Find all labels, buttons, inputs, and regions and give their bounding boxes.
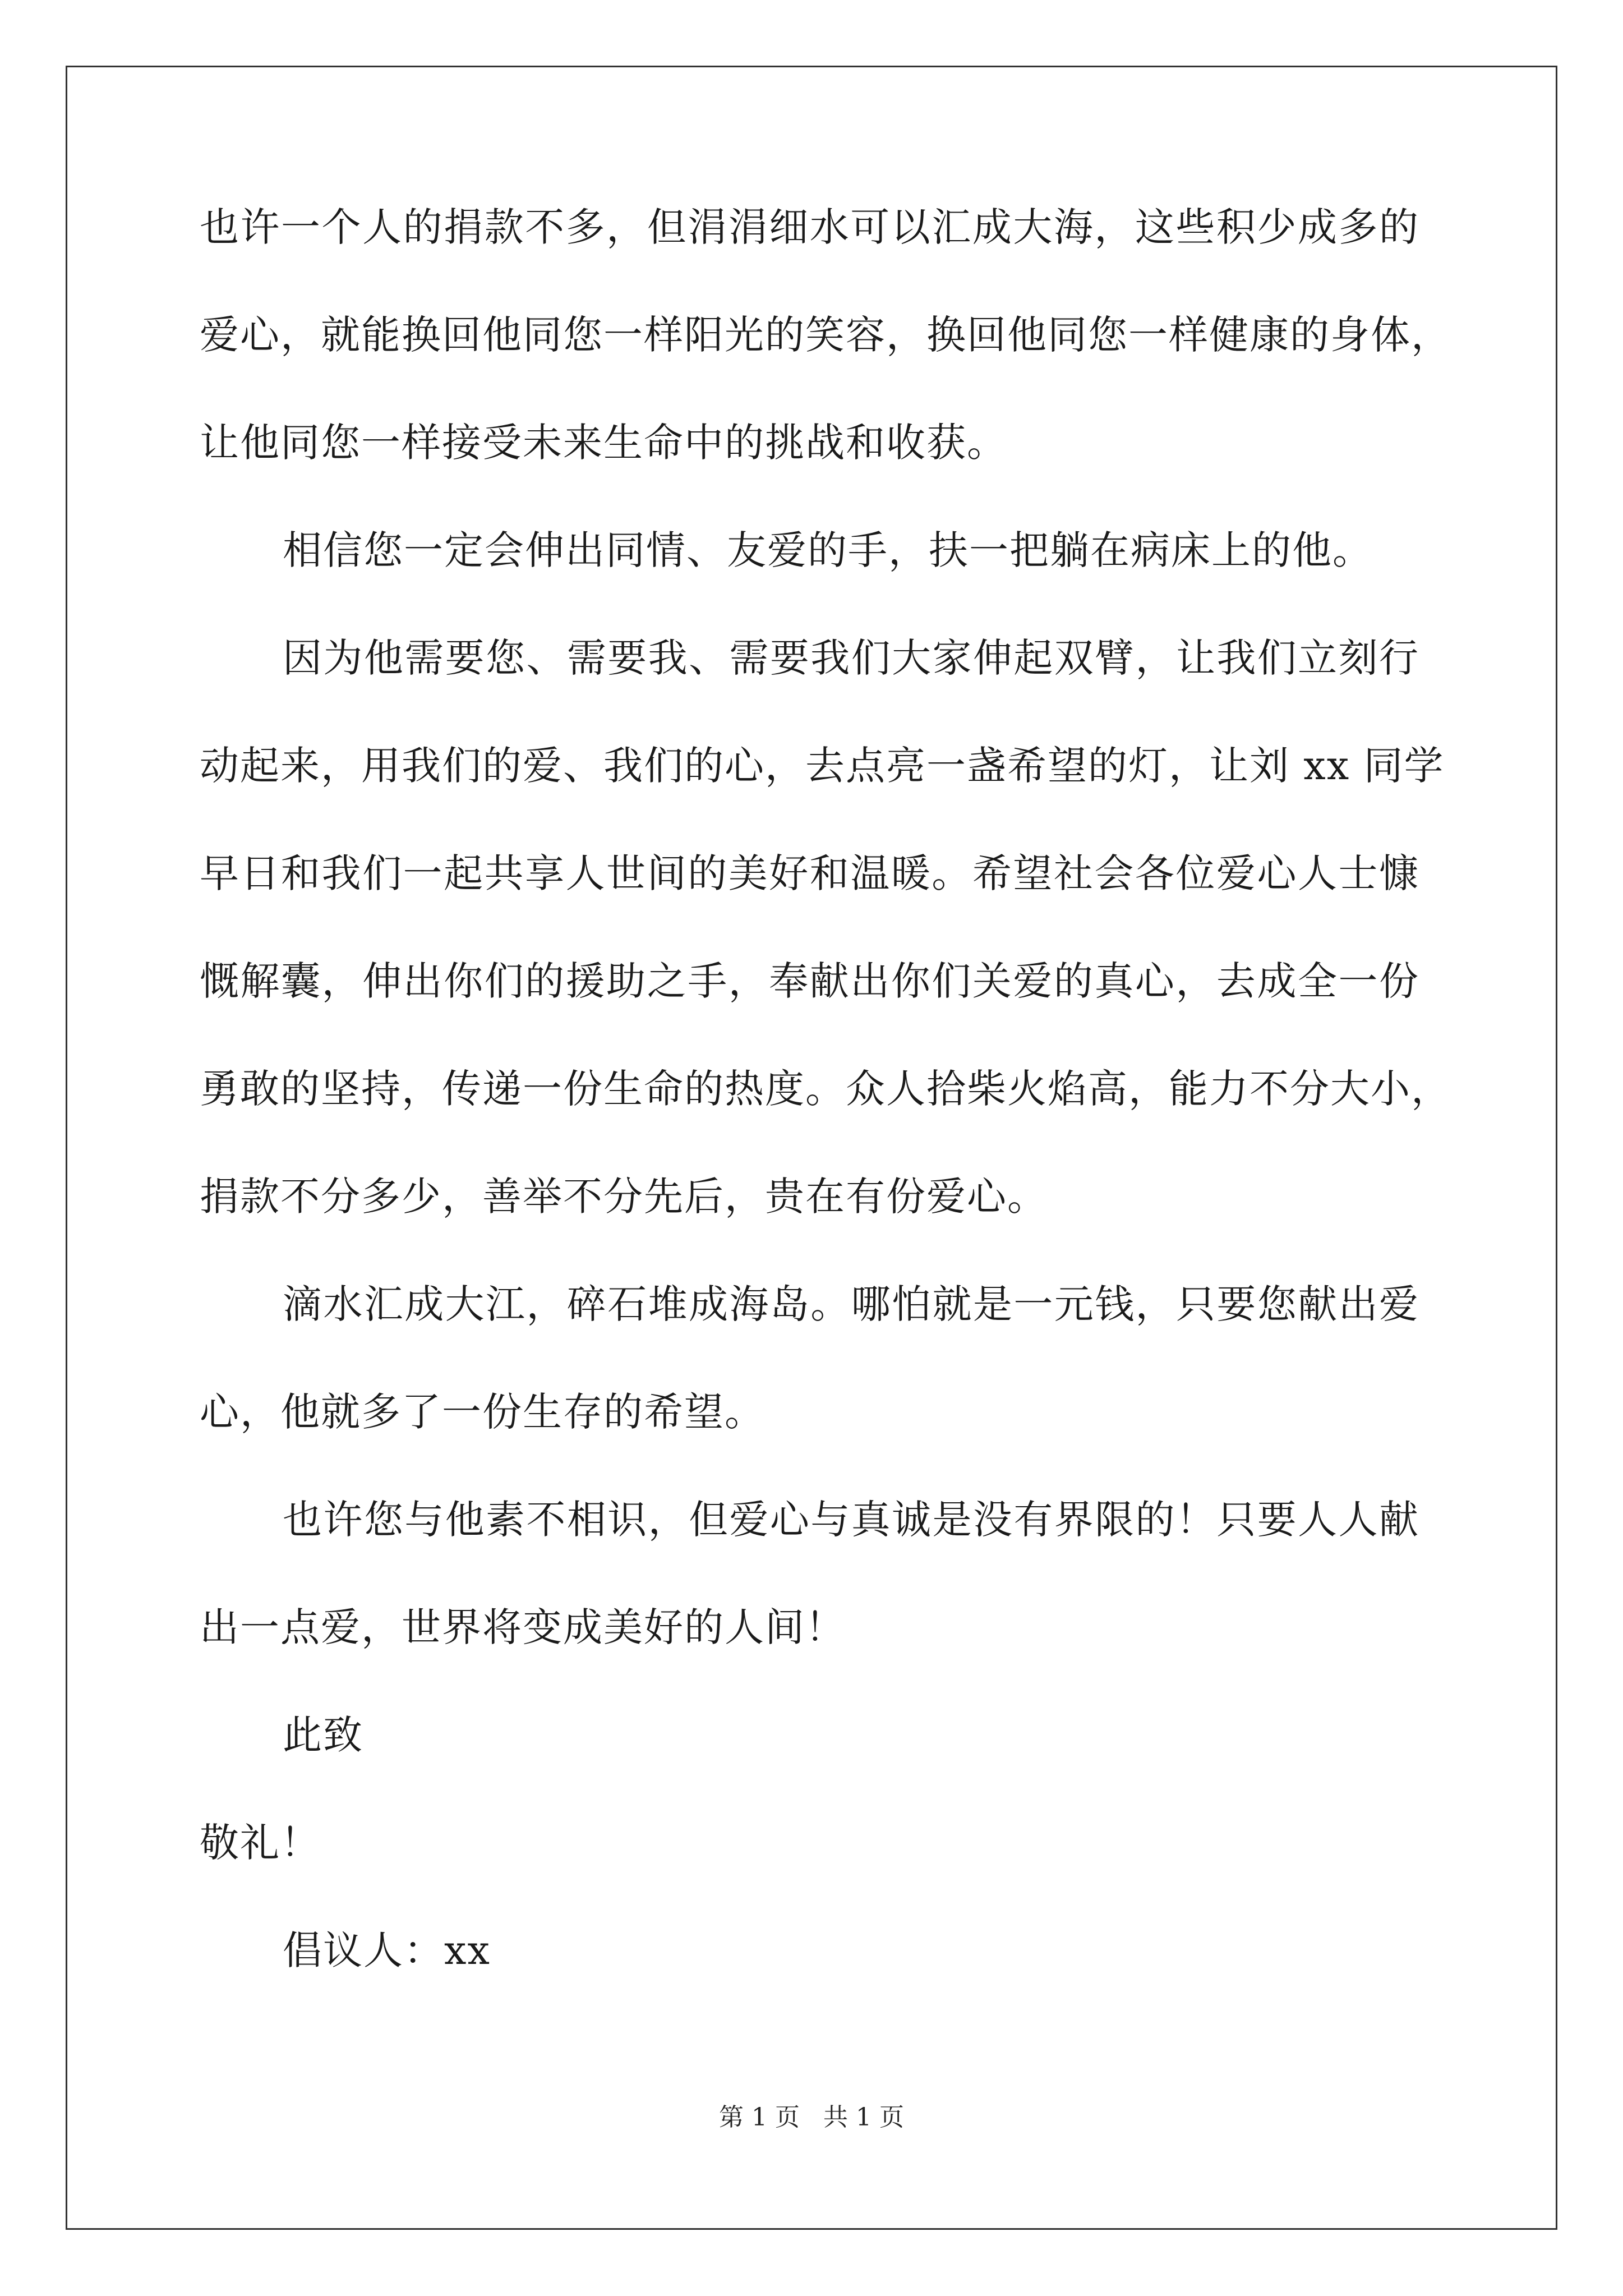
signature-line: 倡议人：xx [283, 1927, 491, 1973]
text-line: 也许一个人的捐款不多，但涓涓细水可以汇成大海，这些积少成多的 [200, 204, 1419, 250]
closing-salutation: 此致 [283, 1712, 363, 1758]
text-line: 让他同您一样接受未来生命中的挑战和收获。 [200, 420, 1007, 466]
text-line: 勇敢的坚持，传递一份生命的热度。众人拾柴火焰高，能力不分大小， [200, 1066, 1451, 1112]
page-number-current: 第 1 页 [719, 2103, 800, 2132]
text-line: 相信您一定会伸出同情、友爱的手，扶一把躺在病床上的他。 [283, 527, 1373, 573]
text-line: 慨解囊，伸出你们的援助之手，奉献出你们关爱的真心，去成全一份 [200, 958, 1419, 1004]
closing-regards: 敬礼！ [200, 1820, 321, 1866]
page-number-total: 共 1 页 [823, 2103, 904, 2132]
text-line: 动起来，用我们的爱、我们的心，去点亮一盏希望的灯，让刘 xx 同学 [200, 743, 1445, 789]
text-line: 心，他就多了一份生存的希望。 [200, 1389, 765, 1435]
text-line: 也许您与他素不相识，但爱心与真诚是没有界限的！只要人人献 [283, 1497, 1419, 1543]
text-line: 爱心，就能换回他同您一样阳光的笑容，换回他同您一样健康的身体， [200, 312, 1451, 358]
page-footer [0, 2105, 1623, 2130]
text-line: 捐款不分多少，善举不分先后，贵在有份爱心。 [200, 1174, 1048, 1220]
text-line: 出一点爱，世界将变成美好的人间！ [200, 1604, 846, 1650]
text-line: 因为他需要您、需要我、需要我们大家伸起双臂，让我们立刻行 [283, 635, 1419, 681]
text-line: 滴水汇成大江，碎石堆成海岛。哪怕就是一元钱，只要您献出爱 [283, 1281, 1419, 1327]
text-line: 早日和我们一起共享人世间的美好和温暖。希望社会各位爱心人士慷 [200, 850, 1419, 896]
document-body [200, 204, 1451, 2039]
